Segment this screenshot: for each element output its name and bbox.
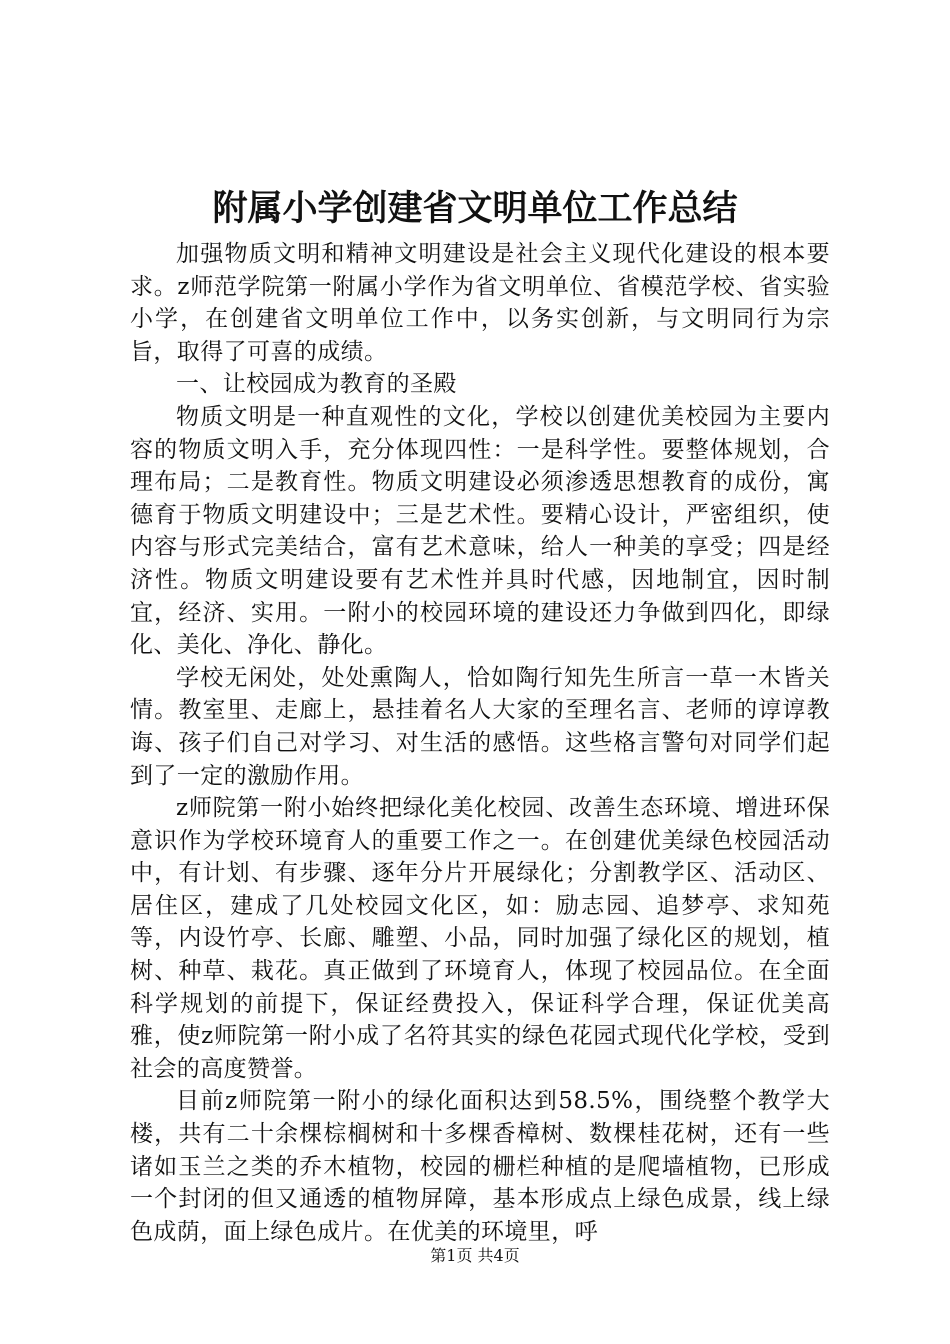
paragraph-intro: 加强物质文明和精神文明建设是社会主义现代化建设的根本要求。z师范学院第一附属小学作为省文明单位、省模范学校、省实验小学，在创建省文明单位工作中，以务实创新，与文明同行为宗旨，取得了可喜的成绩。 xyxy=(130,241,830,365)
paragraph-greening: z师院第一附小始终把绿化美化校园、改善生态环境、增进环保意识作为学校环境育人的重要工作之一。在创建优美绿色校园活动中，有计划、有步骤、逐年分片开展绿化；分割教学区、活动区、居住区，建成了几处校园文化区，如：励志园、追梦亭、求知苑等，内设竹亭、长廊、雕塑、小品，同时加强了绿化区的规划，植树、种草、栽花。真正做到了环境育人，体现了校园品位。在全面科学规划的前提下，保证经费投入，保证科学合理，保证优美高雅，使z师院第一附小成了名符其实的绿色花园式现代化学校，受到社会的高度赞誉。 xyxy=(130,795,830,1082)
document-body xyxy=(130,238,830,1248)
paragraph-campus-culture: 学校无闲处，处处熏陶人，恰如陶行知先生所言一草一木皆关情。教室里、走廊上，悬挂着名人大家的至理名言、老师的谆谆教诲、孩子们自己对学习、对生活的感悟。这些格言警句对同学们起到了一定的激励作用。 xyxy=(130,664,830,789)
page-number-footer: 第1页 共4页 xyxy=(430,1246,520,1265)
paragraph-green-area: 目前z师院第一附小的绿化面积达到58.5%，围绕整个教学大楼，共有二十余棵棕榈树和十多棵香樟树、数棵桂花树，还有一些诸如玉兰之类的乔木植物，校园的栅栏种植的是爬墙植物，已形成一个封闭的但又通透的植物屏障，基本形成点上绿色成景，线上绿色成荫，面上绿色成片。在优美的环境里，呼 xyxy=(130,1088,830,1245)
section-heading-1: 一、让校园成为教育的圣殿 xyxy=(176,371,457,398)
paragraph-material-civilization: 物质文明是一种直观性的文化，学校以创建优美校园为主要内容的物质文明入手，充分体现四性：一是科学性。要整体规划，合理布局；二是教育性。物质文明建设必须渗透思想教育的成份，寓德育于物质文明建设中；三是艺术性。要精心设计，严密组织，使内容与形式完美结合，富有艺术意味，给人一种美的享受；四是经济性。物质文明建设要有艺术性并具时代感，因地制宜，因时制宜，经济、实用。一附小的校园环境的建设还力争做到四化，即绿化、美化、净化、静化。 xyxy=(130,403,830,659)
document-title: 附属小学创建省文明单位工作总结 xyxy=(212,188,738,229)
